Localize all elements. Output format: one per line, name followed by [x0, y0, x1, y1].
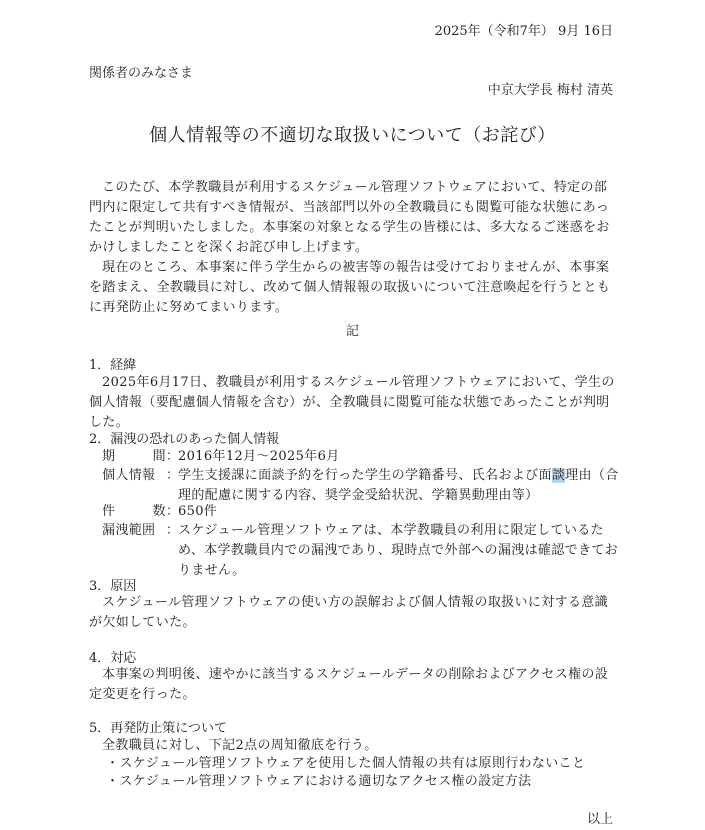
- info-row-period: [102, 447, 622, 467]
- value-text: 理由（合理的配慮に関する内容、奨学金受給状況、学籍異動理由等）: [178, 468, 619, 503]
- label-part: 期: [102, 449, 116, 464]
- label-part: 漏洩範囲: [102, 523, 156, 538]
- section-1-heading: 1．経緯: [89, 358, 137, 373]
- intro-paragraph-1: このたび、本学教職員が利用するスケジュール管理ソフトウェアにおいて、特定の部門内に限定して共有すべき情報が、当該部門以外の全教職員にも閲覧可能な状態にあったことが判明いたしました。本事案の対象となる学生の皆様には、多大なるご迷惑をおかけしましたことを深くお詫び申し上げます。: [89, 180, 610, 255]
- row-value: 2016年12月～2025年6月: [178, 449, 340, 464]
- sender-signature: 中京大学長 梅村 清英: [487, 83, 613, 98]
- section-2-heading: 2．漏洩の恐れのあった個人情報: [89, 432, 280, 447]
- section-5-heading: 5．再発防止策について: [89, 721, 228, 736]
- label-part: 個人情報: [102, 468, 156, 483]
- row-value[interactable]: [178, 466, 622, 506]
- colon: ：: [166, 523, 180, 538]
- colon: ：: [166, 504, 180, 519]
- row-label: [102, 447, 166, 467]
- colon: ：: [166, 468, 180, 483]
- row-value: スケジュール管理ソフトウェアは、本学教職員の利用に限定しているため、本学教職員内での漏洩であり、現時点で外部への漏洩は確認できておりません。: [178, 523, 619, 578]
- section-5-body: 全教職員に対し、下記2点の周知徹底を行う。: [102, 738, 378, 753]
- label-part: 件: [102, 504, 116, 519]
- closing-mark: 以上: [586, 812, 613, 827]
- addressee: 関係者のみなさま: [89, 66, 194, 81]
- section-3-body: スケジュール管理ソフトウェアの使い方の誤解および個人情報の取扱いに対する意識が欠如していた。: [89, 595, 609, 630]
- section-3-heading: 3．原因: [89, 579, 137, 594]
- document-date: 2025年（令和7年） 9月 16日: [434, 24, 613, 39]
- bullet-item: ・スケジュール管理ソフトウェアを使用した個人情報の共有は原則行わないこと: [106, 756, 586, 771]
- info-row-personal-info: [102, 466, 622, 506]
- label-part: 間: [152, 449, 166, 464]
- row-label: [102, 502, 166, 522]
- row-label: [102, 521, 166, 581]
- label-part: 数: [152, 504, 166, 519]
- colon: ：: [166, 449, 180, 464]
- section-4-heading: 4．対応: [89, 651, 137, 666]
- row-label: [102, 466, 166, 506]
- selected-text-highlight[interactable]: 談: [551, 468, 566, 483]
- ki-notation: 記: [345, 324, 359, 339]
- section-4-body: 本事案の判明後、速やかに該当するスケジュールデータの削除およびアクセス権の設定変更を行った。: [89, 667, 609, 702]
- value-text: 学生支援課に面談予約を行った学生の学籍番号、氏名および面: [178, 468, 552, 483]
- section-1-body: 2025年6月17日、教職員が利用するスケジュール管理ソフトウェアにおいて、学生の個人情報（要配慮個人情報を含む）が、全教職員に閲覧可能な状態であったことが判明した。: [89, 375, 615, 430]
- info-row-count: [102, 502, 622, 522]
- bullet-item: ・スケジュール管理ソフトウェアにおける適切なアクセス権の設定方法: [106, 774, 532, 789]
- info-row-leak-scope: [102, 521, 622, 581]
- document-title: 個人情報等の不適切な取扱いについて（お詫び）: [149, 125, 556, 146]
- intro-paragraph-2: 現在のところ、本事案に伴う学生からの被害等の報告は受けておりませんが、本事案を踏まえ、全教職員に対し、改めて個人情報報の取扱いについて注意喚起を行うとともに再発防止に努めてまいります。: [89, 260, 611, 315]
- row-value: 650件: [178, 504, 218, 519]
